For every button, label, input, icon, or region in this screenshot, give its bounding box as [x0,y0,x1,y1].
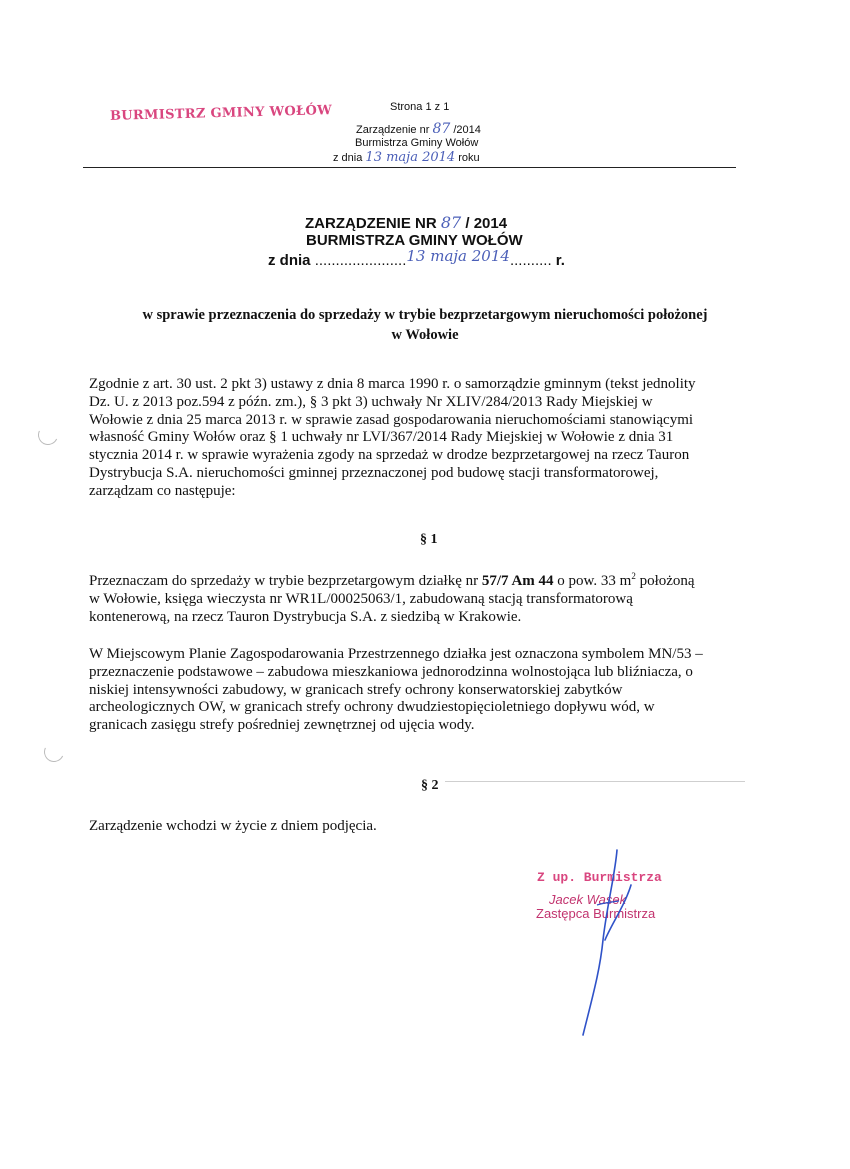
title-date-line [268,247,565,269]
preamble [89,376,737,501]
page-info: Strona 1 z 1 [390,101,450,113]
header-date-suffix: roku [458,152,480,164]
preamble-line: Zgodnie z art. 30 ust. 2 pkt 3) ustawy z dnia 8 marca 1990 r. o samorządzie gminnym (tekst jednolity [89,376,696,392]
title-date-dots-left: ...................... [314,252,407,269]
section1-p2-line: przeznaczenie podstawowe – zabudowa mieszkaniowa jednorodzinna wolnostojąca lub bliźniacza, o [89,663,693,680]
title-line2: BURMISTRZA GMINY WOŁÓW [306,232,523,249]
title-date-prefix: z dnia [268,252,311,269]
preamble-line: zarządzam co następuje: [89,482,236,499]
header-date-prefix: z dnia [333,152,363,164]
signatory-role: Zastępca Burmistrza [536,906,656,921]
title-date-handwritten: 13 maja 2014 [406,247,510,265]
title-line1 [305,213,507,232]
area-unit-sup: 2 [631,571,636,581]
preamble-line: stycznia 2014 r. w sprawie wyrażenia zgody na sprzedaż w drodze bezprzetargowej na rzecz Tauron [89,447,690,464]
preamble-line: własność Gminy Wołów oraz § 1 uchwały nr LVI/367/2014 Rady Miejskiej w Wołowie z dnia 31 [89,429,674,446]
section1-heading: § 1 [420,532,438,547]
section1-p1-text-b: o pow. 33 m [553,573,632,589]
section1-p1-text-c: położoną [635,573,695,589]
section1-p2-line: archeologicznych OW, w granicach strefy ochrony dwudziestopięcioletniego dopływu wód, w [89,699,655,716]
title-prefix: ZARZĄDZENIE NR [305,215,437,232]
header-divider [83,167,736,168]
header-date-handwritten: 13 maja 2014 [365,150,456,165]
subject-line1: w sprawie przeznaczenia do sprzedaży w trybie bezprzetargowym nieruchomości położonej [142,307,708,323]
subject-line2: w Wołowie [391,327,459,343]
title-number-handwritten: 87 [440,213,462,232]
section1-p2-line: niskiej intensywności zabudowy, w granicach strefy ochrony konserwatorskiej zabytków [89,681,623,698]
plot-number: 57/7 Am 44 [481,573,554,589]
punch-hole-mark [41,739,67,765]
title-date-dots-right: .......... [509,252,552,269]
section2-heading: § 2 [421,778,439,793]
signatory-name: Jacek Wasek [549,892,627,907]
issuer-stamp: BURMISTRZ GMINY WOŁÓW [109,103,333,124]
title-suffix: / 2014 [465,215,508,232]
section1-p1-line1 [89,568,737,591]
section1-p1-text-a: Przeznaczam do sprzedaży w trybie bezprzetargowym działkę nr [89,573,482,589]
preamble-line: Dz. U. z 2013 poz.594 z późn. zm.), § 3 pkt 3) uchwały Nr XLIV/284/2013 Rady Miejskiej w [89,393,653,410]
handwritten-signature [545,845,665,1045]
section1-p2-line: granicach zasięgu strefy pośredniej zewnętrznej od ujęcia wody. [89,717,475,734]
preamble-line: Wołowie z dnia 25 marca 2013 r. w sprawie zasad gospodarowania nieruchomościami stanowiącymi [89,411,694,428]
preamble-line: Dystrybucja S.A. nieruchomości gminnej przeznaczonej pod budowę stacji transformatorowej, [89,464,659,481]
scan-artifact-line [445,781,745,782]
header-date-line [333,150,480,165]
section1-p1-line3: kontenerową, na rzecz Tauron Dystrybucja S.A. z siedzibą w Krakowie. [89,608,522,625]
header-order-suffix: /2014 [453,124,481,136]
header-issuer: Burmistrza Gminy Wołów [355,137,479,149]
punch-hole-mark [35,422,61,448]
header-order-number-handwritten: 87 [432,121,451,137]
signature-stamp: Z up. Burmistrza [537,870,662,885]
section1-p2-line: W Miejscowym Planie Zagospodarowania Przestrzennego działka jest oznaczona symbolem MN/53 – [89,646,703,662]
section2-text: Zarządzenie wchodzi w życie z dniem podjęcia. [89,818,377,834]
header-order-line [356,121,481,137]
header-order-prefix: Zarządzenie nr [356,124,430,136]
section1-paragraph1 [89,568,737,626]
section1-paragraph2 [89,646,737,735]
section1-p1-line2: w Wołowie, księga wieczysta nr WR1L/00025063/1, zabudowaną stacją transformatorową [89,590,633,607]
title-date-suffix: r. [555,252,565,269]
